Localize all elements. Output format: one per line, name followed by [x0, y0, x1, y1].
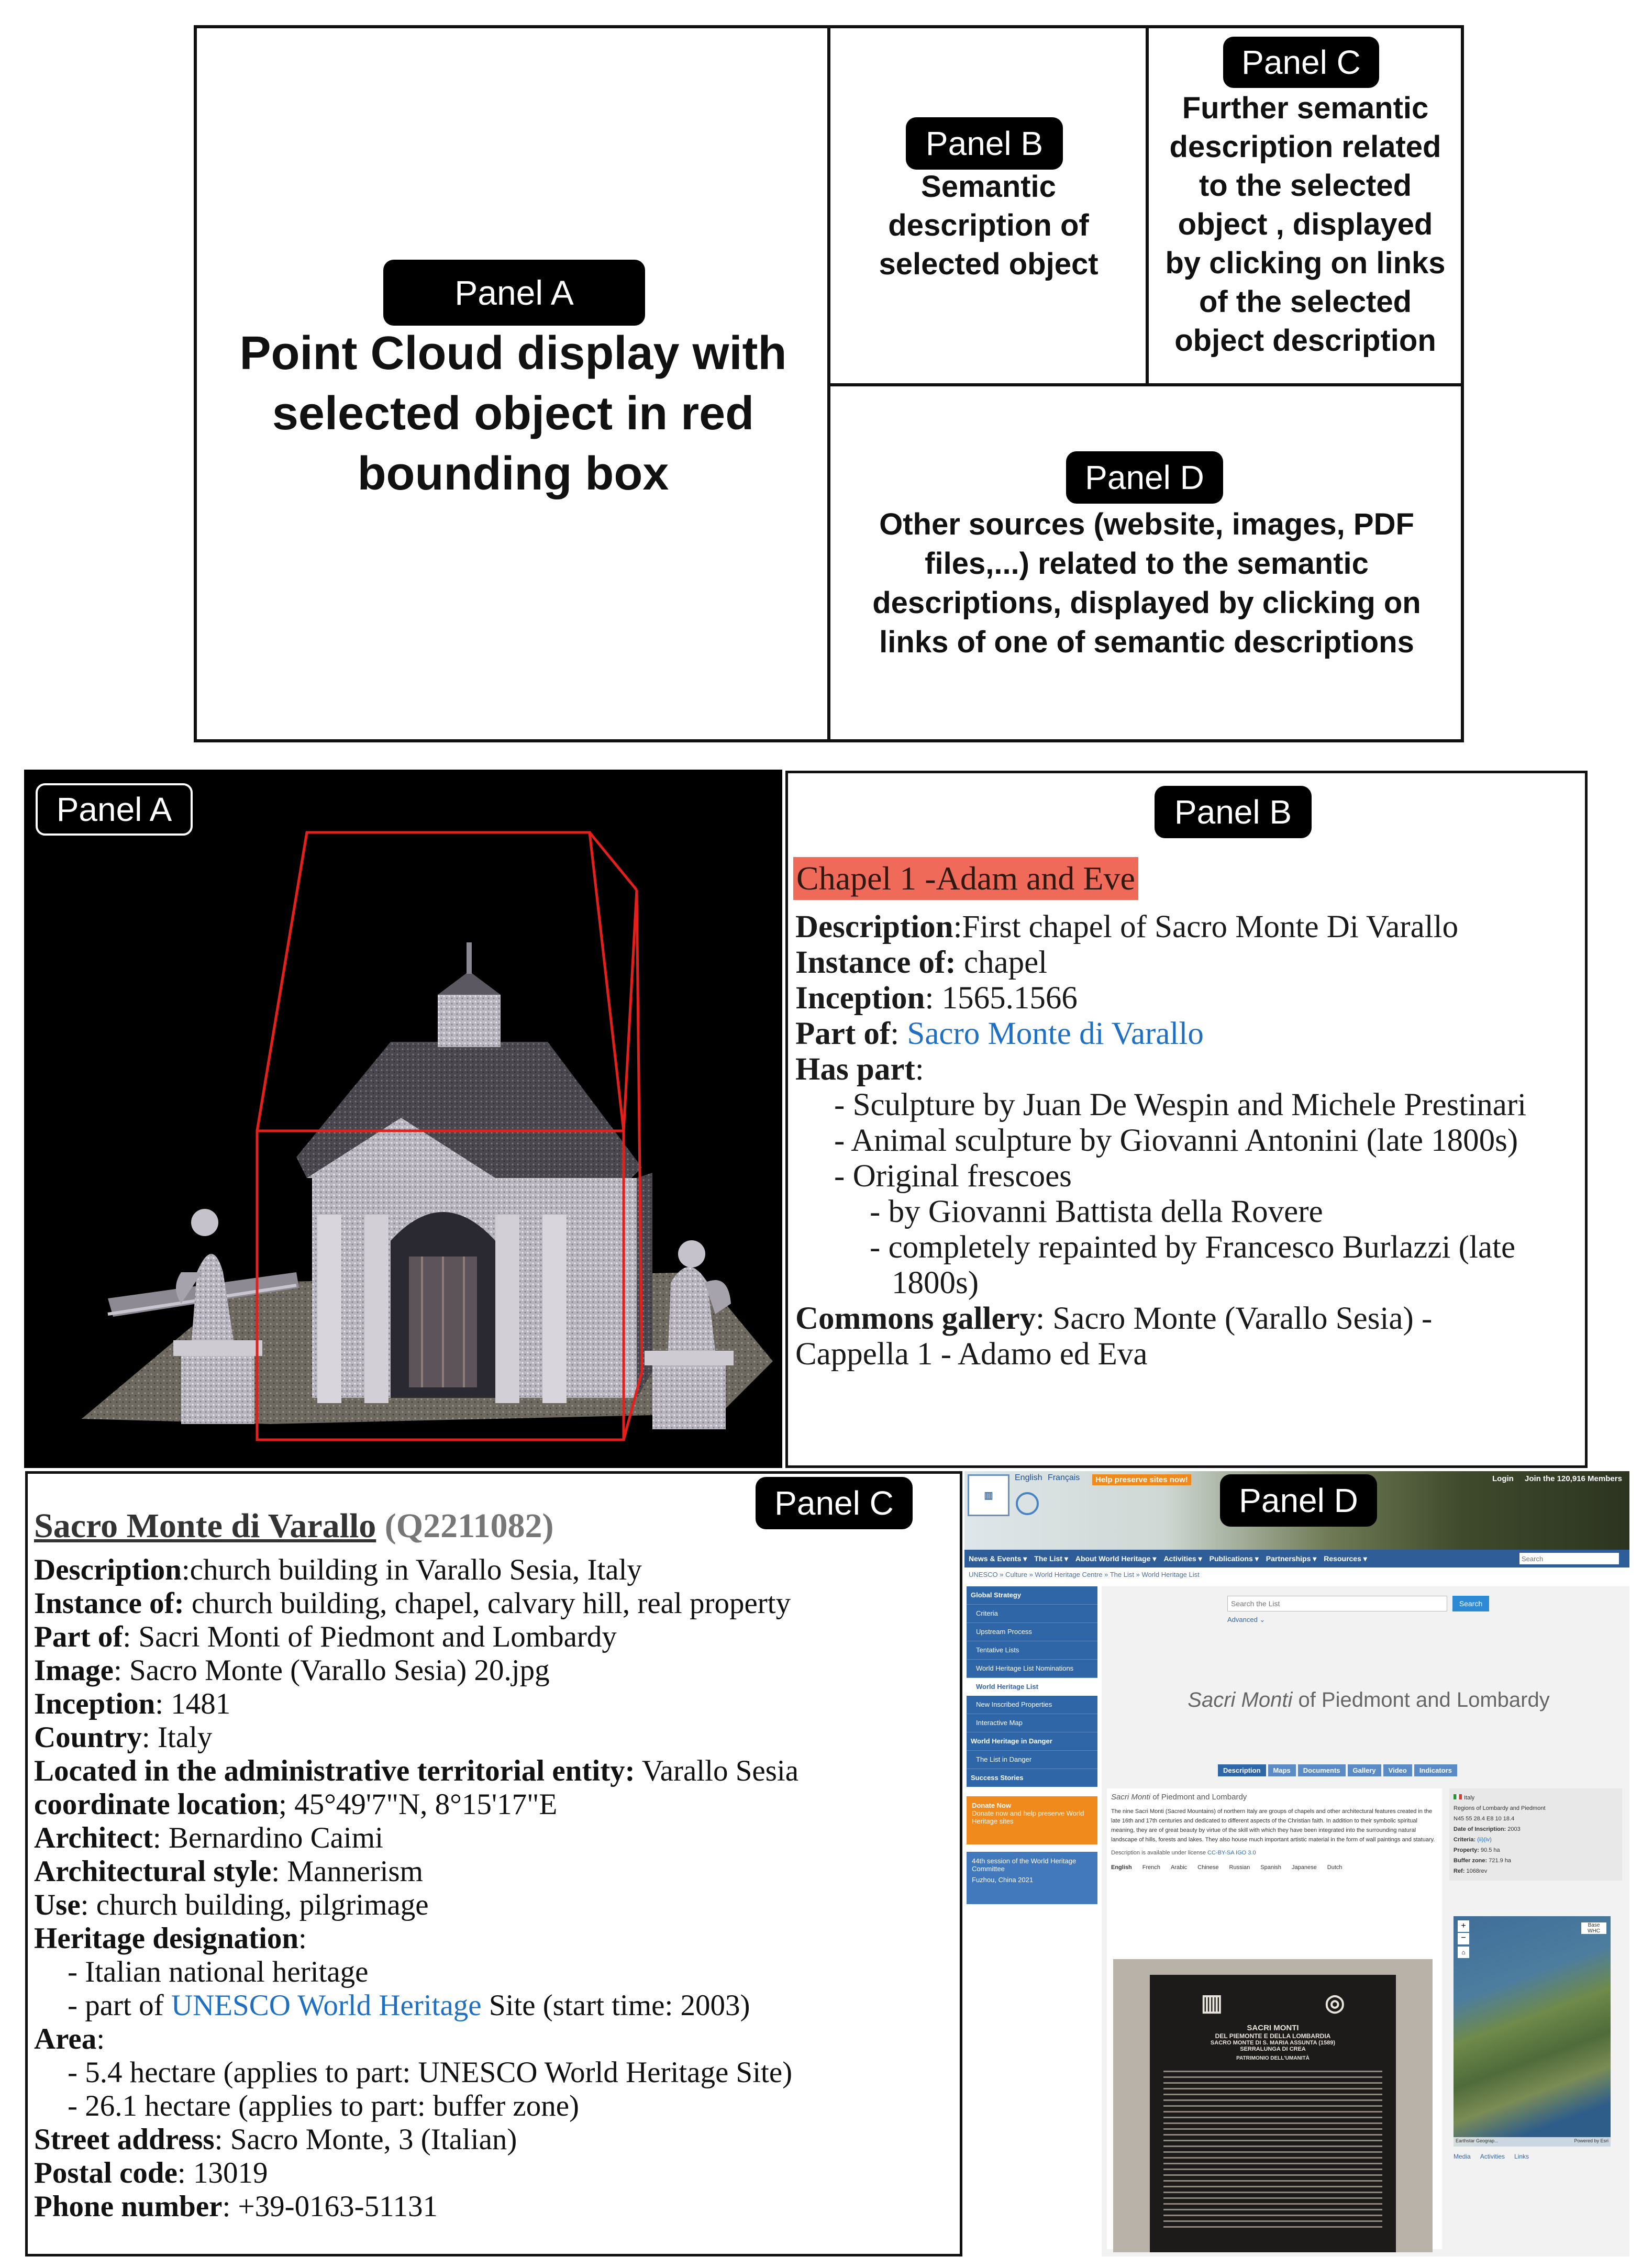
- wikidata-row: Area:: [34, 2022, 105, 2055]
- schematic-panel-b-line: selected object: [879, 247, 1099, 281]
- top-search-input[interactable]: [1519, 1553, 1619, 1564]
- plaque-line: DEL PIEMONTE E DELLA LOMBARDIA: [1215, 2032, 1331, 2040]
- sidebar-item[interactable]: Tentative Lists: [967, 1641, 1097, 1660]
- nav-item[interactable]: About World Heritage ▾: [1075, 1554, 1157, 1563]
- panel-c-label: Panel C: [756, 1477, 913, 1529]
- heritage-item: - part of UNESCO World Heritage Site (start time: 2003): [68, 1989, 750, 2022]
- site-tabs: [1218, 1764, 1457, 1776]
- wikidata-row: Description:church building in Varallo Sesia, Italy: [34, 1553, 642, 1586]
- schematic-panel-b-text: [833, 168, 1145, 284]
- wikidata-row: Postal code: 13019: [34, 2156, 268, 2189]
- schematic-panel-a-label: Panel A: [383, 260, 645, 326]
- language-tab[interactable]: Japanese: [1292, 1864, 1317, 1871]
- panel-d-unesco-page: [964, 1471, 1629, 2256]
- links-link[interactable]: Links: [1514, 2153, 1529, 2160]
- map-zoom-out[interactable]: −: [1458, 1933, 1469, 1944]
- tab-gallery[interactable]: Gallery: [1348, 1764, 1381, 1776]
- whc-emblem-icon: [1016, 1492, 1039, 1515]
- description-heading: Sacri Monti of Piedmont and Lombardy: [1111, 1793, 1247, 1802]
- schematic-panel-c-line: of the selected: [1199, 285, 1412, 319]
- sidebar-item[interactable]: Criteria: [967, 1605, 1097, 1623]
- login-link[interactable]: Login: [1492, 1474, 1514, 1483]
- wikidata-row: Located in the administrative territorial entity: Varallo Sesia: [34, 1754, 799, 1787]
- donate-box[interactable]: [967, 1796, 1097, 1844]
- language-tab[interactable]: Arabic: [1170, 1864, 1188, 1871]
- info-row: Ref: 1068rev: [1454, 1868, 1488, 1874]
- session-place: Fuzhou, China 2021: [972, 1876, 1034, 1884]
- help-preserve-button[interactable]: Help preserve sites now!: [1092, 1474, 1191, 1485]
- wikidata-row: Architectural style: Mannerism: [34, 1855, 423, 1888]
- sidebar: [967, 1586, 1097, 2256]
- panel-c-qid: (Q2211082): [384, 1507, 554, 1545]
- schematic-panel-c-label: Panel C: [1223, 37, 1379, 88]
- description-section: [1107, 1788, 1442, 2249]
- schematic-panel-d-label: Panel D: [1066, 451, 1223, 504]
- wikidata-row: Inception: 1481: [34, 1687, 231, 1720]
- wikidata-row: Part of: Sacri Monti of Piedmont and Lombardy: [34, 1620, 617, 1653]
- schematic-panel-c-line: Further semantic: [1182, 91, 1429, 125]
- nav-item[interactable]: News & Events ▾: [969, 1554, 1027, 1563]
- schematic-panel-c-line: object , displayed: [1178, 207, 1433, 241]
- sidebar-item[interactable]: Upstream Process: [967, 1623, 1097, 1641]
- language-tab[interactable]: Spanish: [1260, 1864, 1282, 1871]
- site-map[interactable]: [1454, 1916, 1611, 2147]
- license-line: Description is available under license CC-BY-SA IGO 3.0: [1111, 1850, 1256, 1856]
- panel-a-label: Panel A: [36, 783, 193, 836]
- haspart-item: - Sculpture by Juan De Wespin and Michele Prestinari: [834, 1087, 1527, 1122]
- panel-b-inception-row: Inception: 1565.1566: [795, 981, 1078, 1016]
- schematic-panel-a-line: bounding box: [357, 448, 669, 500]
- point-cloud-render: [24, 770, 782, 1468]
- lang-link[interactable]: English: [1015, 1473, 1042, 1482]
- sidebar-nav: [967, 1586, 1097, 1787]
- sidebar-item[interactable]: World Heritage List Nominations: [967, 1660, 1097, 1678]
- plaque-photo[interactable]: [1113, 1959, 1433, 2252]
- wikidata-row: coordinate location; 45°49'7"N, 8°15'17"E: [34, 1788, 558, 1821]
- nav-item[interactable]: Publications ▾: [1209, 1554, 1259, 1563]
- lang-link[interactable]: Français: [1047, 1473, 1080, 1482]
- wikidata-row: Use: church building, pilgrimage: [34, 1888, 429, 1921]
- schematic-panel-a-line: selected object in red: [272, 387, 755, 440]
- column: [317, 1215, 341, 1403]
- map-footer: Earthstar Geograp... Powered by Esri: [1454, 2137, 1611, 2147]
- schematic-panel-c-line: description related: [1169, 130, 1441, 164]
- schematic-panel-d-line: descriptions, displayed by clicking on: [872, 586, 1421, 620]
- haspart-item: - Animal sculpture by Giovanni Antonini (late 1800s): [834, 1123, 1518, 1158]
- sidebar-item-active[interactable]: World Heritage List: [967, 1678, 1097, 1696]
- plaque-emblems: [1150, 1989, 1396, 2016]
- language-tab[interactable]: English: [1111, 1864, 1132, 1871]
- panel-b-commons-row-2: Cappella 1 - Adamo ed Eva: [795, 1337, 1148, 1372]
- panel-c-fields: [34, 1553, 961, 2223]
- search-list-input[interactable]: [1227, 1596, 1447, 1611]
- panel-c-further-description: [25, 1471, 962, 2256]
- main-nav: [964, 1550, 1629, 1567]
- schematic-divider-vertical-bc: [1146, 25, 1149, 385]
- info-row: Date of Inscription: 2003: [1454, 1826, 1521, 1832]
- info-row: Criteria: (ii)(iv): [1454, 1837, 1492, 1843]
- map-home-icon[interactable]: ⌂: [1458, 1947, 1469, 1958]
- info-box: [1449, 1788, 1622, 1881]
- unesco-link[interactable]: UNESCO World Heritage: [171, 1989, 482, 2022]
- area-item: - 5.4 hectare (applies to part: UNESCO World Heritage Site): [68, 2056, 793, 2089]
- tab-description[interactable]: Description: [1218, 1764, 1266, 1776]
- session-box[interactable]: [967, 1852, 1097, 1904]
- plaque-line: PATRIMONIO DELL'UMANITÀ: [1236, 2055, 1310, 2061]
- unesco-emblem-icon: ▥: [1201, 1990, 1223, 2016]
- panel-b-description-row: Description:First chapel of Sacro Monte Di Varallo: [795, 909, 1459, 944]
- sidebar-item[interactable]: World Heritage in Danger: [967, 1732, 1097, 1751]
- schematic-panel-d-line: files,...) related to the semantic: [925, 547, 1369, 581]
- panel-b-title: Chapel 1 -Adam and Eve: [793, 857, 1138, 900]
- plaque-line: SERRALUNGA DI CREA: [1240, 2046, 1306, 2052]
- plaque-line: SACRI MONTI: [1247, 2024, 1299, 2032]
- schematic-panel-c-text: [1150, 89, 1461, 360]
- wikidata-row: Architect: Bernardino Caimi: [34, 1821, 383, 1854]
- language-tab[interactable]: French: [1142, 1864, 1160, 1871]
- plaque-text-lines: [1163, 2071, 1382, 2228]
- donate-text: Donate now and help preserve World Heritage sites: [972, 1809, 1084, 1825]
- info-row: Regions of Lombardy and Piedmont: [1454, 1805, 1546, 1811]
- wikidata-row: Country: Italy: [34, 1721, 213, 1754]
- flag-icon: [1454, 1794, 1462, 1799]
- schematic-panel-a-text: [199, 324, 827, 504]
- fresco-item: - by Giovanni Battista della Rovere: [870, 1194, 1323, 1229]
- media-links: [1454, 2153, 1529, 2160]
- haspart-item: - Original frescoes: [834, 1159, 1072, 1194]
- panel-b-semantic-description: [785, 771, 1588, 1468]
- chapel-lantern: [438, 995, 501, 1047]
- tab-documents[interactable]: Documents: [1298, 1764, 1346, 1776]
- session-title: 44th session of the World Heritage Committee: [972, 1857, 1077, 1873]
- sidebar-item[interactable]: New Inscribed Properties: [967, 1696, 1097, 1714]
- panel-b-haspart-row: Has part:: [795, 1052, 924, 1087]
- schematic-panel-c-line: by clicking on links: [1165, 246, 1446, 280]
- activities-link[interactable]: Activities: [1480, 2153, 1505, 2160]
- panel-d-label: Panel D: [1220, 1474, 1377, 1527]
- tab-video[interactable]: Video: [1383, 1764, 1412, 1776]
- schematic-panel-d-line: Other sources (website, images, PDF: [879, 507, 1414, 541]
- schematic-panel-d-text: [833, 505, 1461, 662]
- tab-indicators[interactable]: Indicators: [1414, 1764, 1457, 1776]
- language-links: [1015, 1473, 1080, 1483]
- panel-b-partof-row: Part of: Sacro Monte di Varallo: [795, 1016, 1204, 1051]
- nav-item[interactable]: The List ▾: [1034, 1554, 1068, 1563]
- description-text: The nine Sacri Monti (Sacred Mountains) of northern Italy are groups of chapels and other architectural features created in the late 16th and 17th centuries and dedicated to different aspects of the Christian faith. In addition to their symbolic spiritual meaning, they are of great beauty by virtue of the skill with which they have been integrated into the surrounding natural landscape of hills, forests and lakes. They also house much important artistic material in the form of wall paintings and statuary.: [1111, 1808, 1435, 1843]
- fresco-item: 1800s): [892, 1265, 979, 1300]
- tab-maps[interactable]: Maps: [1268, 1764, 1296, 1776]
- sidebar-item[interactable]: Success Stories: [971, 1774, 1024, 1782]
- language-tab[interactable]: Dutch: [1327, 1864, 1343, 1871]
- wikidata-row: Heritage designation:: [34, 1922, 307, 1955]
- wikidata-row: Phone number: +39-0163-51131: [34, 2190, 438, 2223]
- info-row: Buffer zone: 721.9 ha: [1454, 1858, 1512, 1864]
- schematic-panel-b-line: description of: [888, 208, 1089, 242]
- world-heritage-emblem-icon: ◎: [1325, 1990, 1345, 2016]
- join-link[interactable]: Join the 120,916 Members: [1525, 1474, 1622, 1483]
- area-item: - 26.1 hectare (applies to part: buffer zone): [68, 2089, 580, 2122]
- breadcrumb: UNESCO » Culture » World Heritage Centre » The List » World Heritage List: [969, 1571, 1200, 1578]
- info-row: Property: 90.5 ha: [1454, 1847, 1500, 1853]
- media-link[interactable]: Media: [1454, 2153, 1471, 2160]
- column: [542, 1215, 567, 1403]
- main-content: [1102, 1586, 1629, 2256]
- nav-item[interactable]: Resources ▾: [1324, 1554, 1367, 1563]
- info-row: N45 55 28.4 E8 10 18.4: [1454, 1816, 1515, 1822]
- schematic-panel-c-line: to the selected: [1199, 169, 1412, 203]
- info-row: Italy: [1454, 1793, 1618, 1803]
- wikidata-row: Instance of: church building, chapel, calvary hill, real property: [34, 1587, 791, 1620]
- language-tabs: [1111, 1864, 1404, 1871]
- panel-b-fields: [795, 909, 1581, 1372]
- schematic-panel-d-line: links of one of semantic descriptions: [879, 625, 1414, 659]
- unesco-logo: ▥: [968, 1474, 1009, 1516]
- language-tab[interactable]: Russian: [1229, 1864, 1250, 1871]
- column: [364, 1215, 389, 1403]
- plaque-line: SACRO MONTE DI S. MARIA ASSUNTA (1589): [1210, 2040, 1336, 2046]
- fresco-item: - completely repainted by Francesco Burlazzi (late: [870, 1230, 1516, 1265]
- heritage-item: - Italian national heritage: [68, 1955, 369, 1988]
- wikidata-row: Image: Sacro Monte (Varallo Sesia) 20.jpg: [34, 1654, 550, 1687]
- sidebar-item[interactable]: Interactive Map: [967, 1714, 1097, 1732]
- license-link[interactable]: CC-BY-SA IGO 3.0: [1207, 1850, 1256, 1856]
- language-tab[interactable]: Chinese: [1197, 1864, 1219, 1871]
- point-cloud-viewer[interactable]: [24, 770, 782, 1468]
- partof-link[interactable]: Sacro Monte di Varallo: [907, 1016, 1204, 1051]
- sidebar-item[interactable]: The List in Danger: [967, 1751, 1097, 1769]
- search-list-button[interactable]: Search: [1452, 1596, 1489, 1611]
- nav-item[interactable]: Activities ▾: [1163, 1554, 1202, 1563]
- panel-b-label: Panel B: [1155, 786, 1312, 838]
- schematic-panel-b-line: Semantic: [921, 170, 1056, 204]
- schematic-panel-b-label: Panel B: [906, 117, 1063, 170]
- panel-c-title[interactable]: Sacro Monte di Varallo: [34, 1507, 376, 1545]
- wikidata-row: Street address: Sacro Monte, 3 (Italian): [34, 2123, 517, 2156]
- panel-b-instance-row: Instance of: chapel: [795, 945, 1048, 980]
- schematic-panel-a-line: Point Cloud display with: [239, 327, 787, 380]
- sidebar-item[interactable]: Global Strategy: [967, 1586, 1097, 1605]
- nav-item[interactable]: Partnerships ▾: [1266, 1554, 1317, 1563]
- map-zoom-in[interactable]: +: [1458, 1920, 1469, 1932]
- advanced-link[interactable]: Advanced ⌄: [1227, 1616, 1266, 1624]
- schematic-panel-c-line: object description: [1174, 324, 1436, 358]
- plaque: [1150, 1975, 1396, 2252]
- panel-b-commons-row: Commons gallery: Sacro Monte (Varallo Sesia) -: [795, 1301, 1433, 1336]
- site-title: Sacri Monti of Piedmont and Lombardy: [1188, 1688, 1550, 1711]
- panel-c-title-row: [34, 1505, 553, 1547]
- donate-title: Donate Now: [972, 1802, 1012, 1809]
- map-badge[interactable]: Base WHC: [1581, 1922, 1606, 1934]
- column: [495, 1215, 519, 1403]
